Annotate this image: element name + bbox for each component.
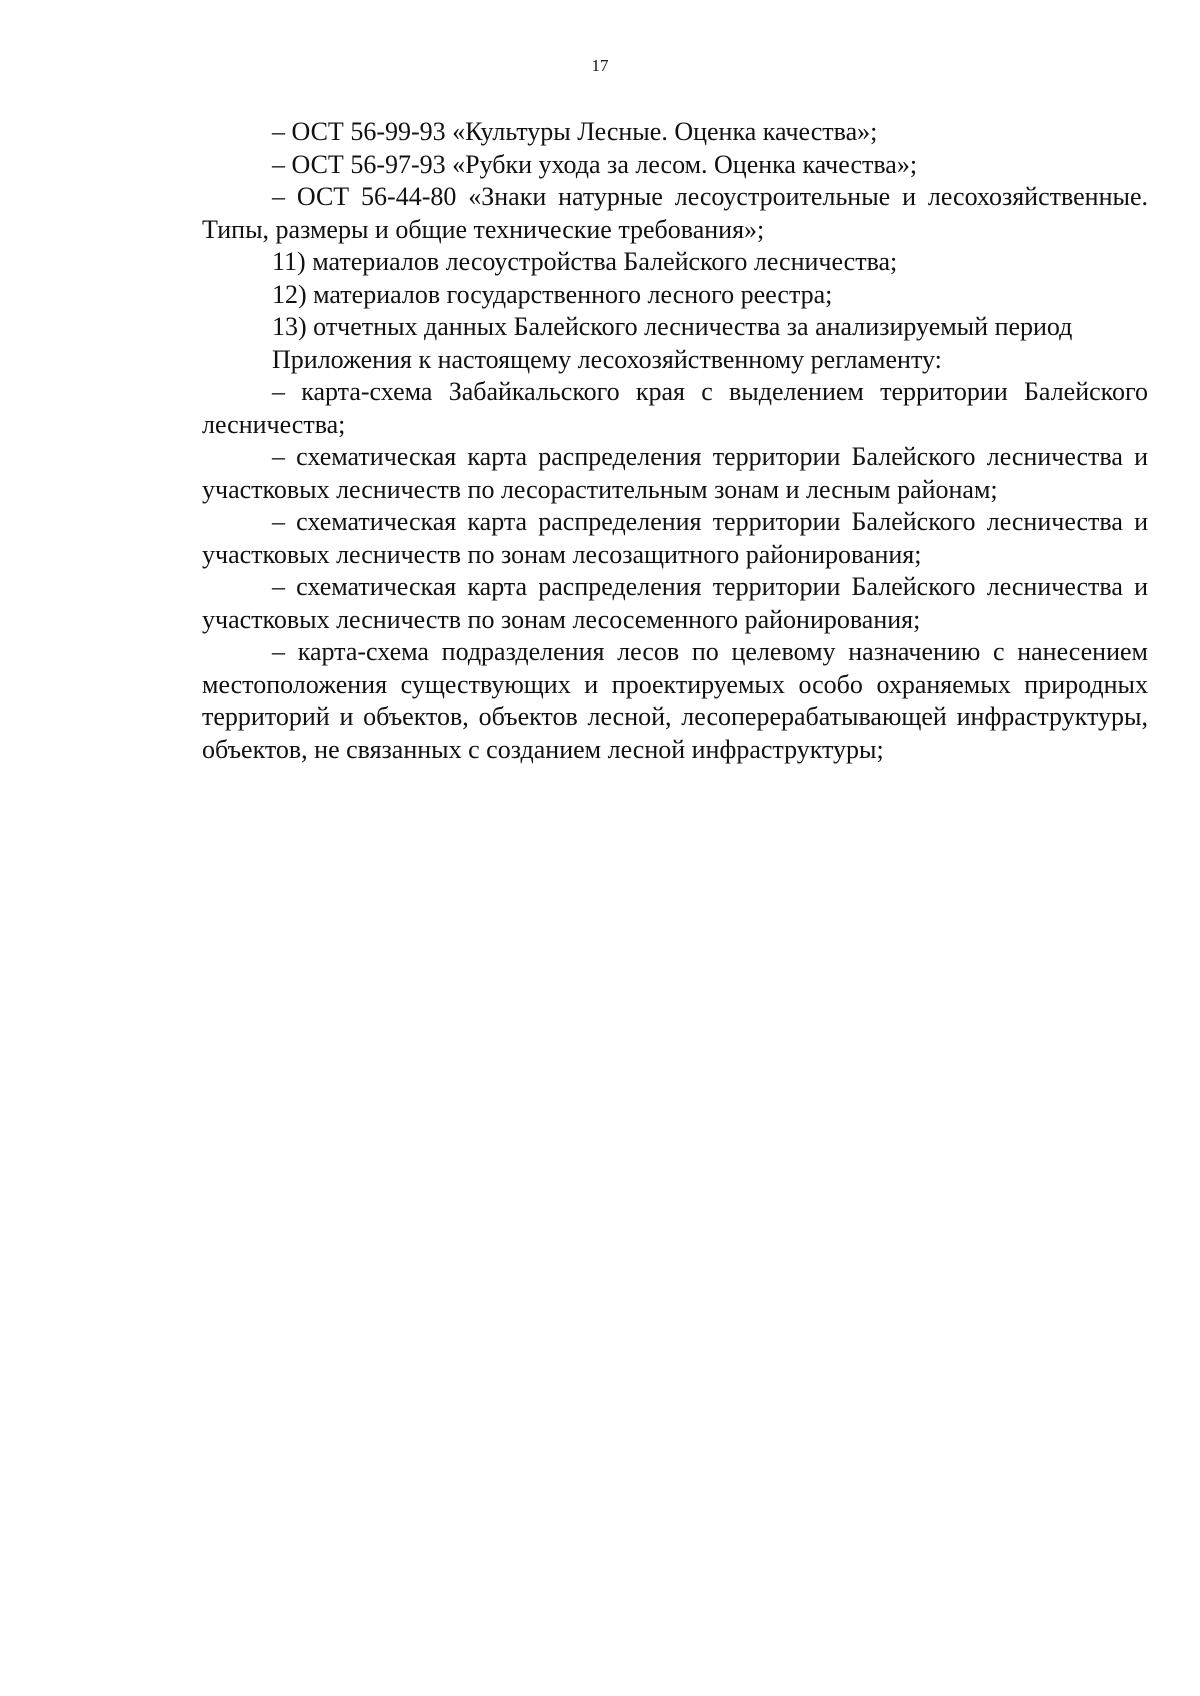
appendix-item-region-map: – карта-схема Забайкальского края с выделением территории Балейского лесничества; [202,377,1148,439]
appendix-item-forest-protection-zones-map: – схематическая карта распределения территории Балейского лесничества и участковых лесничеств по зонам лесозащитного районирования; [202,507,1148,569]
appendix-item-purpose-division-map: – карта-схема подразделения лесов по целевому назначению с нанесением местоположения существующих и проектируемых особо охраняемых природных территорий и объектов, объектов лесной, лесоперерабатывающей инфраструктуры, объектов, не связанных с созданием лесной инфраструктуры; [202,637,1148,764]
list-item-ost-56-44-80: – ОСТ 56-44-80 «Знаки натурные лесоустроительные и лесохозяйственные. Типы, размеры и общие технические требования»; [202,182,1148,244]
list-item-reporting-data: 13) отчетных данных Балейского лесничества за анализируемый период [272,312,1073,341]
list-item-ost-56-97-93: – ОСТ 56-97-93 «Рубки ухода за лесом. Оценка качества»; [272,149,918,179]
appendix-item-vegetation-zones-map: – схематическая карта распределения территории Балейского лесничества и участковых лесничеств по лесорастительным зонам и лесным районам; [202,442,1148,504]
list-item-ost-56-99-93: – ОСТ 56-99-93 «Культуры Лесные. Оценка качества»; [272,117,878,146]
document-body [202,116,1148,766]
appendices-heading: Приложения к настоящему лесохозяйственному регламенту: [272,344,942,374]
page-number: 17 [591,56,609,75]
list-item-state-forest-register: 12) материалов государственного лесного реестра; [272,279,833,309]
list-item-forest-inventory-materials: 11) материалов лесоустройства Балейского лесничества; [272,247,898,276]
appendix-item-seed-zones-map: – схематическая карта распределения территории Балейского лесничества и участковых лесничеств по зонам лесосеменного районирования; [202,572,1148,634]
